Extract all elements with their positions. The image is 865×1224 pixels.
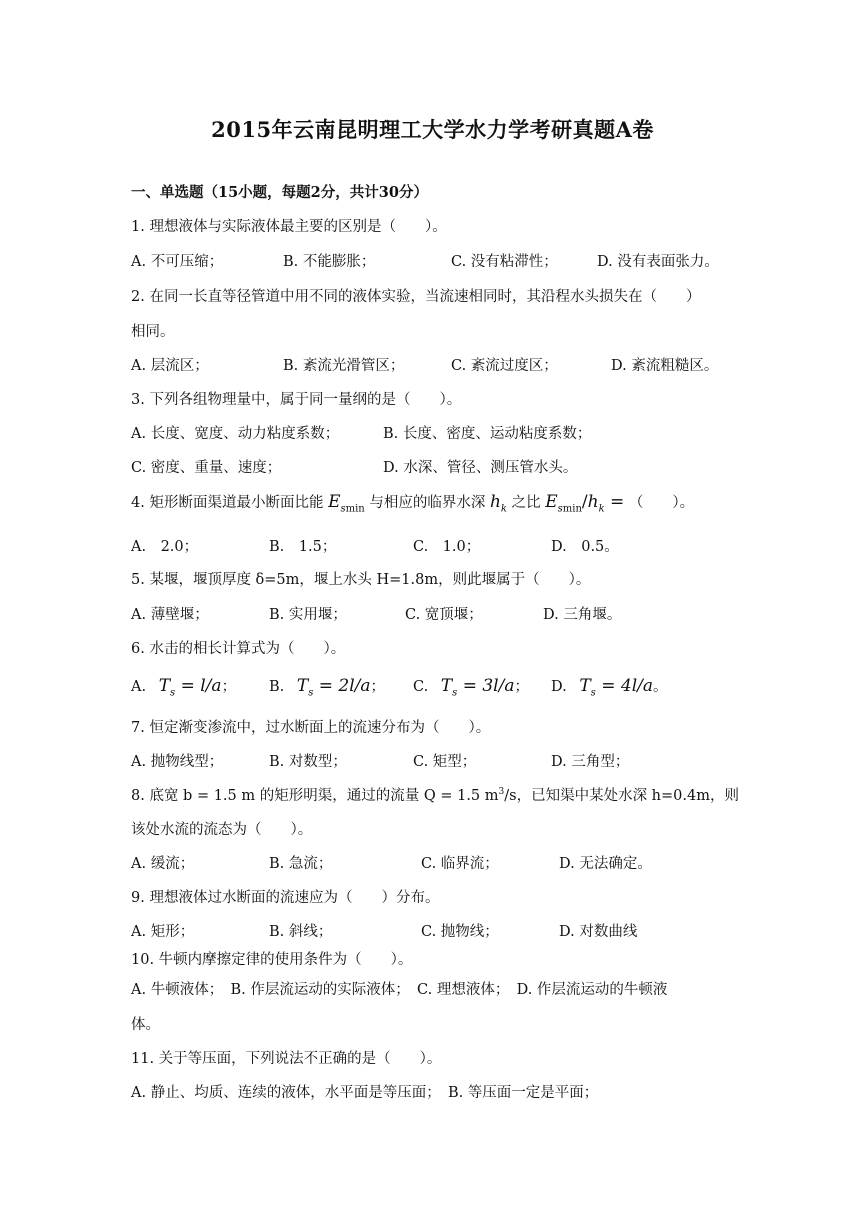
option-c: C. 没有粘滞性； <box>451 254 558 270</box>
question-11-options-line1: A. 静止、均质、连续的液体，水平面是等压面； B. 等压面一定是平面； <box>131 1085 599 1101</box>
formula-ratio: $E_{smin}/h_k$ = <box>545 492 625 515</box>
option-c: C. 抛物线； <box>421 924 499 940</box>
option-d: D. 三角堰。 <box>543 607 622 623</box>
option-a: A. 长度、宽度、动力粘度系数； <box>131 426 340 442</box>
question-8-stem-part1: 8. 底宽 b = 1.5 m 的矩形明渠，通过的流量 Q = 1.5 m <box>131 788 499 804</box>
formula-value: l/a <box>200 676 222 696</box>
option-c: C. 宽顶堰； <box>405 607 483 623</box>
question-6-stem: 6. 水击的相长计算式为（ ）。 <box>131 641 346 657</box>
question-8-stem-part2: /s，已知渠中某处水深 h=0.4m，则 <box>504 788 739 804</box>
question-4-stem-part4: （ ）。 <box>628 495 695 511</box>
option-b: B. 对数型； <box>269 754 347 770</box>
section-heading: 一、单选题（15小题，每题2分，共计30分） <box>131 184 428 201</box>
option-a-label: A. <box>131 679 147 695</box>
question-7-stem: 7. 恒定渐变渗流中，过水断面上的流速分布为（ ）。 <box>131 720 491 736</box>
question-5-stem: 5. 某堰，堰顶厚度 δ=5m，堰上水头 H=1.8m，则此堰属于（ ）。 <box>131 572 591 588</box>
option-a: A. $T_s = l/a$； <box>131 676 237 699</box>
option-b: B. 紊流光滑管区； <box>283 358 405 374</box>
option-d: D. 水深、管径、测压管水头。 <box>383 460 578 476</box>
question-4-stem <box>131 491 694 514</box>
question-9-stem: 9. 理想液体过水断面的流速应为（ ）分布。 <box>131 890 440 906</box>
option-c: C. 1.0； <box>413 539 481 555</box>
formula-value: 3l/a <box>482 676 515 696</box>
question-4-stem-part2: 与相应的临界水深 <box>369 495 486 511</box>
option-b: B. 实用堰； <box>269 607 347 623</box>
option-c: C. 矩型； <box>413 754 477 770</box>
formula-ts: $T_s = 3l/a$ <box>440 676 515 699</box>
option-b: B. 长度、密度、运动粘度系数； <box>383 426 592 442</box>
option-a: A. 抛物线型； <box>131 754 224 770</box>
question-10-stem: 10. 牛顿内摩擦定律的使用条件为（ ）。 <box>131 952 413 968</box>
formula-value: 4l/a <box>620 676 653 696</box>
question-1-stem: 1. 理想液体与实际液体最主要的区别是（ ）。 <box>131 219 447 235</box>
option-a: A. 不可压缩； <box>131 254 224 270</box>
formula-es-min: $E_{smin}$ <box>328 492 365 515</box>
option-b: B. 斜线； <box>269 924 333 940</box>
option-b-label: B. <box>269 679 285 695</box>
formula-ts: $T_s = 4l/a$ <box>579 676 653 699</box>
question-4-stem-part1: 4. 矩形断面渠道最小断面比能 <box>131 495 324 511</box>
option-b: B. $T_s = 2l/a$； <box>269 676 386 699</box>
option-a: A. 2.0； <box>131 539 199 555</box>
question-4-stem-part3: 之比 <box>511 495 541 511</box>
question-10-options-line2: 体。 <box>131 1017 160 1033</box>
option-d: D. $T_s = 4l/a$。 <box>551 676 668 699</box>
formula-ts: $T_s = 2l/a$ <box>296 676 371 699</box>
option-a: A. 薄壁堰； <box>131 607 209 623</box>
option-a: A. 矩形； <box>131 924 195 940</box>
option-a: A. 层流区； <box>131 358 209 374</box>
formula-hk: $h_k$ <box>489 492 507 515</box>
option-d: D. 0.5。 <box>551 539 619 555</box>
option-d: D. 对数曲线 <box>559 924 638 940</box>
option-c: C. $T_s = 3l/a$； <box>413 676 529 699</box>
option-b: B. 不能膨胀； <box>283 254 376 270</box>
option-c: C. 临界流； <box>421 856 499 872</box>
question-8-stem-continued: 该处水流的流态为（ ）。 <box>131 822 313 838</box>
superscript: 3 <box>498 787 505 798</box>
document-title: 2015年云南昆明理工大学水力学考研真题A卷 <box>211 117 654 142</box>
option-b: B. 1.5； <box>269 539 337 555</box>
option-d-label: D. <box>551 679 567 695</box>
question-2-stem: 2. 在同一长直等径管道中用不同的液体实验，当流速相同时，其沿程水头损失在（ ） <box>131 289 701 305</box>
formula-ts: $T_s = l/a$ <box>158 676 222 699</box>
option-d: D. 紊流粗糙区。 <box>611 358 719 374</box>
option-c: C. 紊流过度区； <box>451 358 558 374</box>
question-3-stem: 3. 下列各组物理量中，属于同一量纲的是（ ）。 <box>131 392 462 408</box>
question-2-stem-continued: 相同。 <box>131 324 175 340</box>
option-b: B. 急流； <box>269 856 333 872</box>
question-10-options-line1: A. 牛顿液体； B. 作层流运动的实际液体； C. 理想液体； D. 作层流运动的牛顿液 <box>131 982 668 998</box>
question-8-stem <box>131 784 739 805</box>
option-d: D. 没有表面张力。 <box>597 254 719 270</box>
option-c-label: C. <box>413 679 429 695</box>
option-d: D. 无法确定。 <box>559 856 652 872</box>
option-a: A. 缓流； <box>131 856 195 872</box>
formula-value: 2l/a <box>338 676 371 696</box>
question-11-stem: 11. 关于等压面，下列说法不正确的是（ ）。 <box>131 1051 442 1067</box>
option-d: D. 三角型； <box>551 754 630 770</box>
option-c: C. 密度、重量、速度； <box>131 460 282 476</box>
